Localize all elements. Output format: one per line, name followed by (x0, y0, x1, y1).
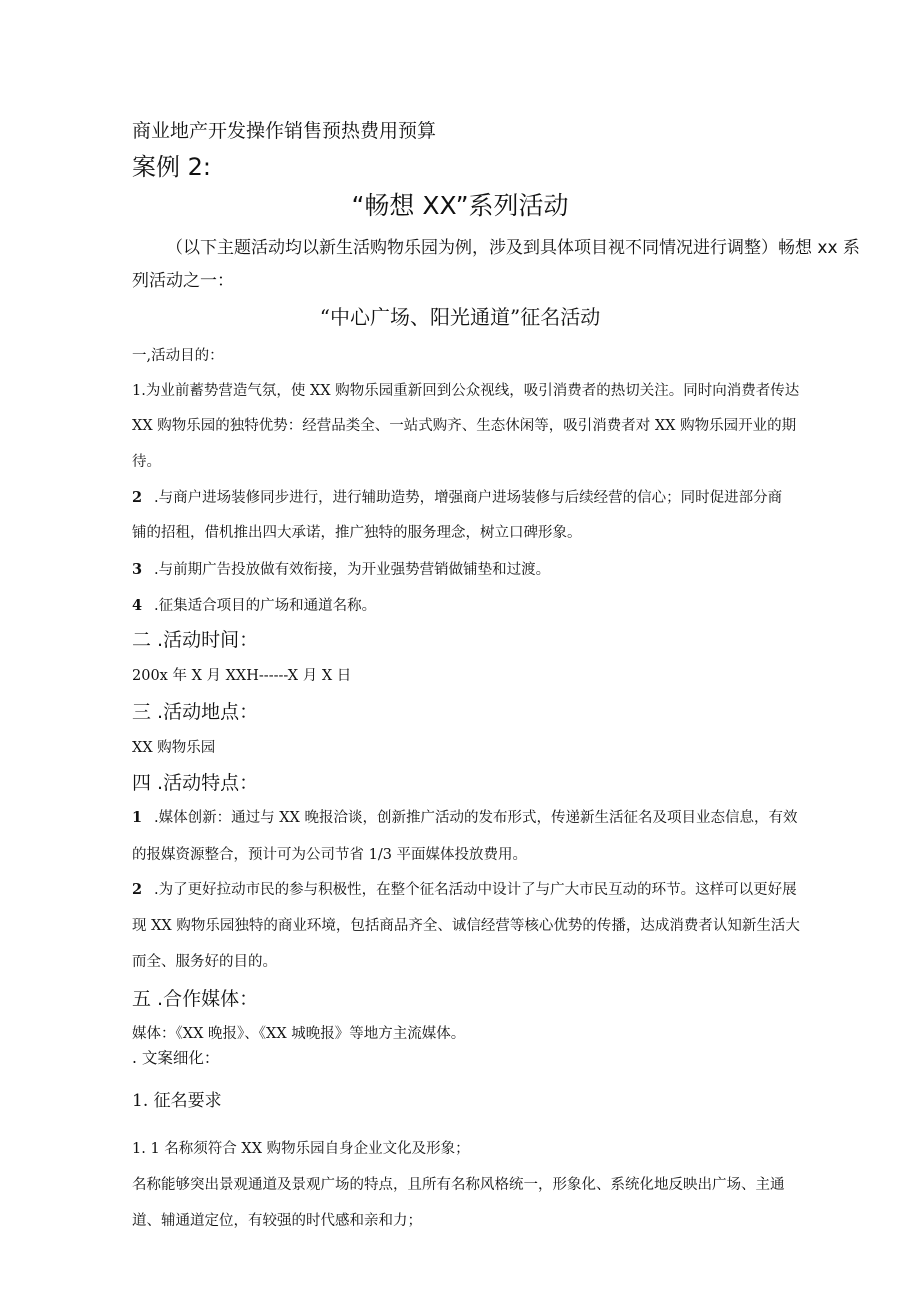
list-number: 3 (132, 561, 143, 578)
s4-p2-line-2: 现 XX 购物乐园独特的商业环境，包括商品齐全、诚信经营等核心优势的传播，达成消费者认知新生活大 (132, 918, 800, 934)
naming-requirements-heading: 1. 征名要求 (132, 1091, 222, 1111)
s4-p2-line-3: 而全、服务好的目的。 (132, 954, 277, 970)
note-line-1: （以下主题活动均以新生活购物乐园为例，涉及到具体项目视不同情况进行调整）畅想 xx 系 (166, 238, 860, 258)
s1-p2-line-2: 铺的招租，借机推出四大承诺，推广独特的服务理念，树立口碑形象。 (132, 525, 582, 541)
section-1-heading: 一,活动目的： (132, 348, 224, 364)
activity-title: “中心广场、阳光通道”征名活动 (319, 305, 601, 329)
list-number: 4 (132, 597, 143, 614)
list-number: 2 (132, 881, 143, 898)
note-line-2: 列活动之一： (132, 271, 234, 291)
s1-p1-line-3: 待。 (132, 454, 161, 470)
section-2-heading: 二 .活动时间： (132, 629, 259, 651)
media-list: 媒体：《XX 晚报》、《XX 城晚报》等地方主流媒体。 (132, 1026, 466, 1042)
requirement-para-line-2: 道、辅通道定位，有较强的时代感和亲和力； (132, 1213, 422, 1229)
s4-p1-line-1 (132, 806, 797, 827)
requirement-para-line-1: 名称能够突出景观通道及景观广场的特点，且所有名称风格统一，形象化、系统化地反映出广场、主通 (132, 1177, 785, 1193)
section-5-heading: 五 .合作媒体： (132, 988, 259, 1010)
requirement-1-1: 1. 1 名称须符合 XX 购物乐园自身企业文化及形象； (132, 1141, 470, 1157)
s1-p2-line-1 (132, 486, 782, 507)
s1-p1-line-2: XX 购物乐园的独特优势：经营品类全、一站式购齐、生态休闲等，吸引消费者对 XX 购物乐园开业的期 (132, 418, 797, 434)
section-6-heading: . 文案细化： (132, 1049, 220, 1067)
case-label: 案例 2: (132, 153, 211, 181)
list-number: 1 (132, 809, 143, 826)
section-4-heading: 四 .活动特点： (132, 772, 259, 794)
doc-title: 商业地产开发操作销售预热费用预算 (132, 120, 437, 142)
section-3-heading: 三 .活动地点： (132, 701, 259, 723)
list-text: .为了更好拉动市民的参与积极性，在整个征名活动中设计了与广大市民互动的环节。这样可以更好展 (154, 882, 797, 898)
list-text: .与前期广告投放做有效衔接，为开业强势营销做铺垫和过渡。 (154, 562, 551, 578)
series-title: “畅想 XX”系列活动 (351, 191, 569, 220)
s1-p4-line-1 (132, 594, 376, 615)
s1-p3-line-1 (132, 558, 550, 579)
s1-p1-line-1: 1.为业前蓄势营造气氛，使 XX 购物乐园重新回到公众视线，吸引消费者的热切关注。同时向消费者传达 (132, 383, 800, 399)
list-text: .媒体创新：通过与 XX 晚报洽谈，创新推广活动的发布形式，传递新生活征名及项目业态信息，有效 (154, 810, 798, 826)
s4-p2-line-1 (132, 878, 797, 899)
activity-location: XX 购物乐园 (132, 740, 216, 756)
list-text: .与商户进场装修同步进行，进行辅助造势，增强商户进场装修与后续经营的信心；同时促进部分商 (154, 490, 783, 506)
list-number: 2 (132, 489, 143, 506)
list-text: .征集适合项目的广场和通道名称。 (154, 598, 377, 614)
s4-p1-line-2: 的报媒资源整合，预计可为公司节省 1/3 平面媒体投放费用。 (132, 847, 528, 863)
activity-time: 200x 年 X 月 XXH------X 月 X 日 (132, 668, 352, 684)
